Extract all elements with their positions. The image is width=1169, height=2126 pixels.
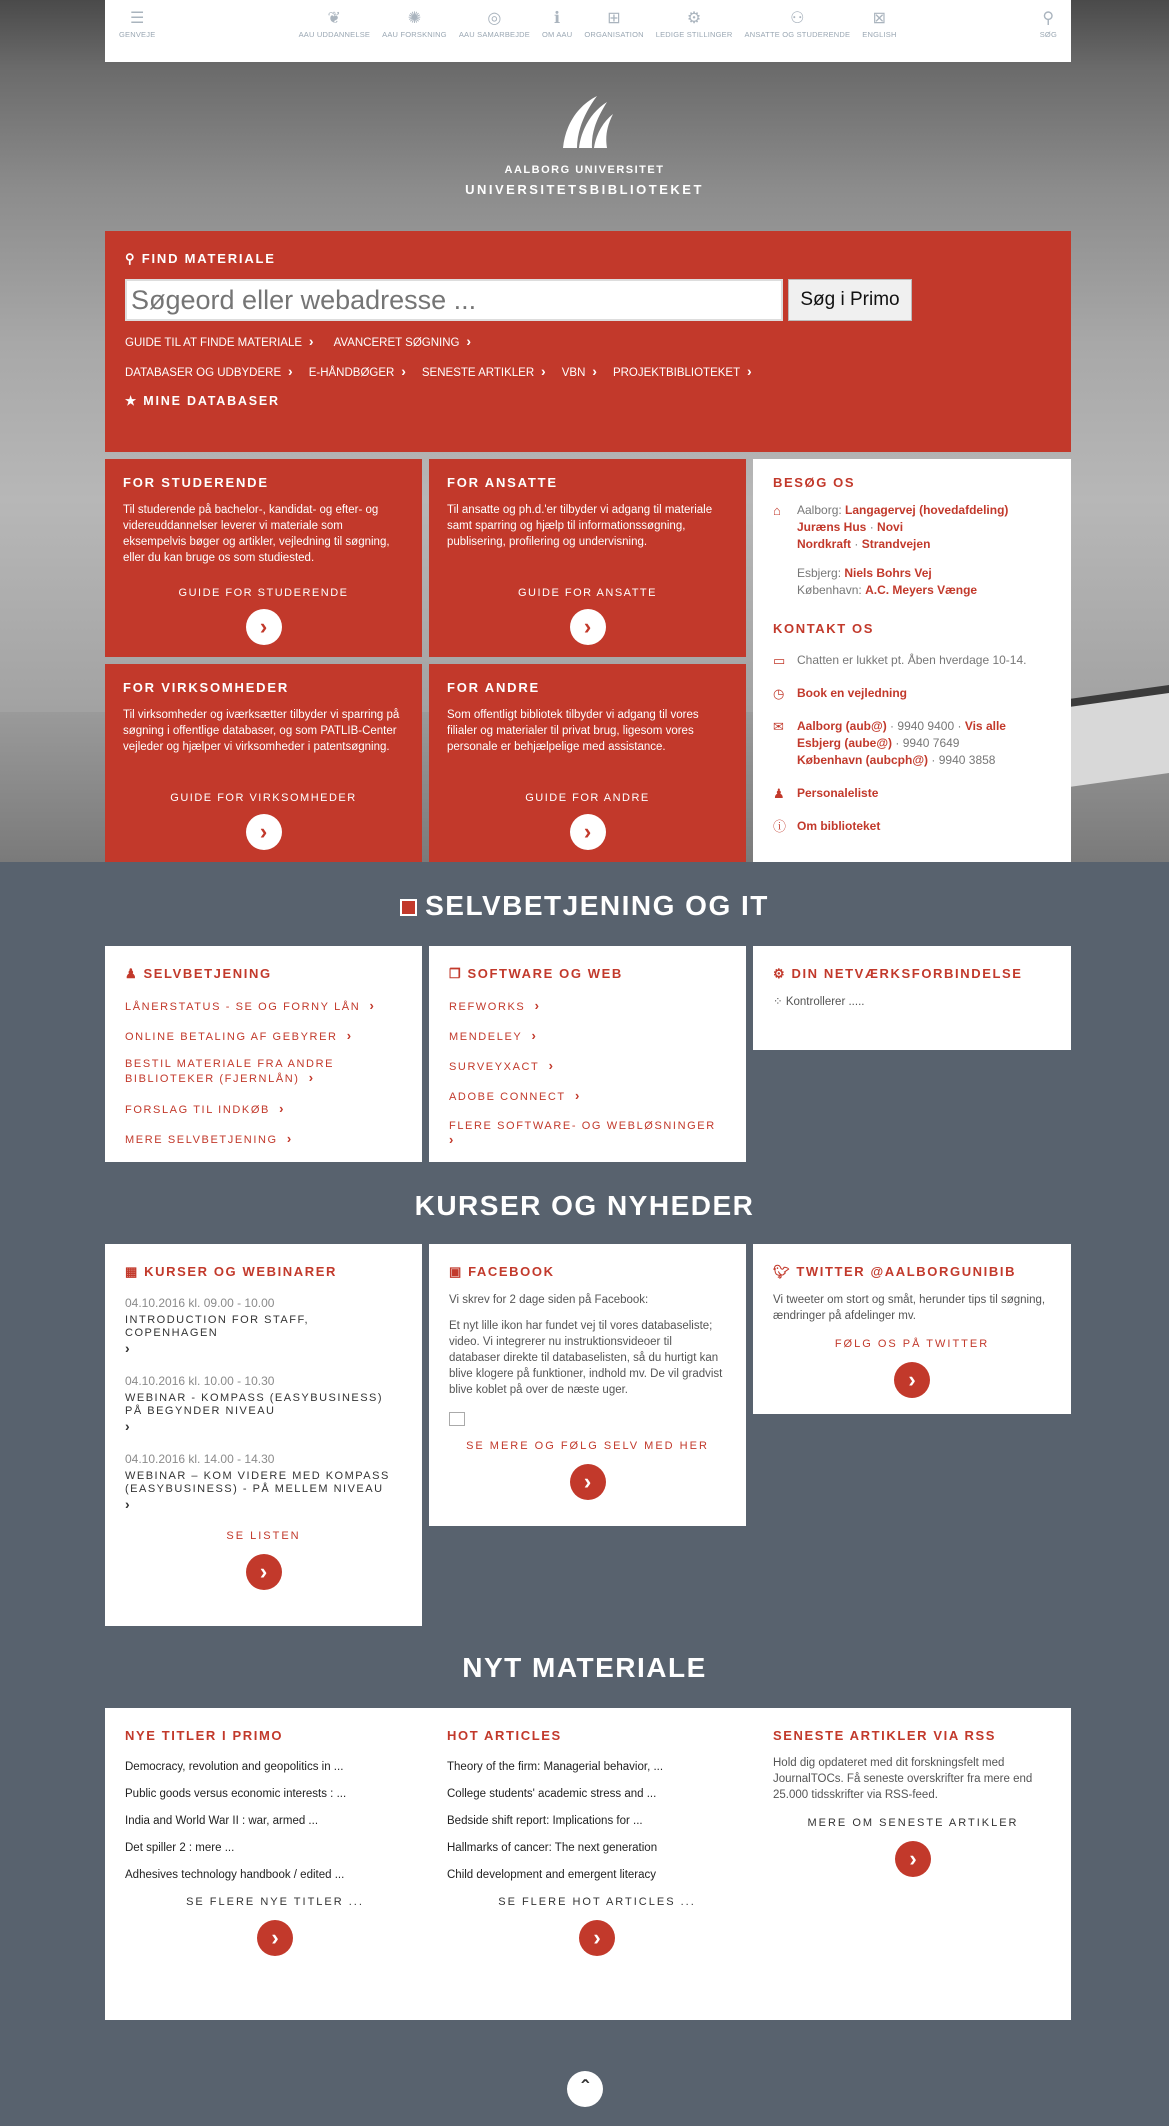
tile-companies-arrow-button[interactable]: ›: [246, 814, 282, 850]
nav-research[interactable]: ✺ AAU FORSKNING: [382, 6, 447, 39]
tile-others-text: Som offentligt bibliotek tilbyder vi adgang til vores filialer og materialer til privat brug, ligesom vores personale er behjælpelige med assistance.: [447, 709, 699, 753]
nav-organisation[interactable]: ⊞ ORGANISATION: [584, 6, 643, 39]
rss-heading: SENESTE ARTIKLER VIA RSS: [773, 1728, 997, 1743]
search-primo-button[interactable]: Søg i Primo: [788, 279, 912, 321]
tile-others-title: FOR ANDRE: [447, 680, 540, 695]
hot-article-item[interactable]: Hallmarks of cancer: The next generation: [447, 1842, 658, 1854]
education-icon: ❦: [327, 10, 342, 27]
cooperation-icon: ◎: [487, 10, 502, 27]
primo-more-link[interactable]: SE FLERE NYE TITLER ...: [186, 1896, 364, 1908]
link-ebooks[interactable]: E-HÅNDBØGER ›: [309, 363, 406, 379]
twitter-heading: 🐦︎ TWITTER @AALBORGUNIBIB: [773, 1264, 1017, 1279]
facebook-arrow-button[interactable]: ›: [570, 1464, 606, 1500]
gear-icon: ⚙: [773, 966, 792, 981]
self-service-icon: [400, 899, 417, 916]
facebook-more-link[interactable]: SE MERE OG FØLG SELV MED HER: [466, 1440, 709, 1452]
primo-title-item[interactable]: Adhesives technology handbook / edited ...: [125, 1869, 345, 1881]
tile-staff-text: Til ansatte og ph.d.'er tilbyder vi adgang til materiale samt sparring og hjælp til informationssøgning, publisering, profilering og undervisning.: [447, 504, 713, 548]
follow-twitter-link[interactable]: FØLG OS PÅ TWITTER: [834, 1338, 990, 1350]
nav-center-items: [299, 6, 897, 39]
tile-students: [105, 459, 422, 657]
facebook-heading: ▣ FACEBOOK: [449, 1264, 555, 1279]
find-links-row-2: [125, 363, 1051, 379]
link-interlibrary-loan[interactable]: BESTIL MATERIALE FRA ANDRE BIBLIOTEKER (FJERNLÅN) ›: [125, 1058, 402, 1086]
hot-article-item[interactable]: Child development and emergent literacy: [447, 1869, 657, 1881]
hot-article-item[interactable]: College students' academic stress and ...: [447, 1788, 657, 1800]
info-icon: ℹ: [554, 10, 561, 27]
chevron-right-icon: ›: [125, 1418, 130, 1434]
magnifier-icon: ⚲: [125, 251, 142, 266]
course-item[interactable]: 04.10.2016 kl. 14.00 - 14.30 WEBINAR – KOM VIDERE MED KOMPASS (EASYBUSINESS) - PÅ MELLEM NIVEAU ›: [125, 1452, 402, 1512]
nav-search[interactable]: ⚲ SØG: [1040, 6, 1057, 39]
new-material-card: [105, 1708, 1071, 2020]
link-refworks[interactable]: REFWORKS ›: [449, 998, 726, 1013]
nav-shortcuts[interactable]: ☰ GENVEJE: [119, 6, 155, 39]
tile-companies-text: Til virksomheder og iværksætter tilbyder vi sparring på søgning i offentlige databaser, og som PATLIB-Center vejleder og hjælper vi virksomheder i patentsøgning.: [123, 709, 400, 753]
nav-jobs[interactable]: ⚙ LEDIGE STILLINGER: [656, 6, 733, 39]
primo-title-item[interactable]: Det spiller 2 : mere ...: [125, 1842, 235, 1854]
link-staff-list[interactable]: Personaleliste: [797, 786, 879, 800]
person-icon: ♟: [773, 786, 785, 801]
aau-logo-mark: [555, 92, 615, 152]
new-material-section-title: NYT MATERIALE: [462, 1652, 707, 1683]
courses-arrow-button[interactable]: ›: [246, 1554, 282, 1590]
network-status: Kontrollerer .....: [785, 996, 865, 1008]
chevron-right-icon: ›: [125, 1496, 130, 1512]
user-icon: ♟: [125, 966, 144, 981]
twitter-icon: 🐦︎: [773, 1264, 797, 1279]
visit-contact-panel: BESØG OS ⌂ Aalborg: Langagervej (hovedafdeling) Juræns Hus · Novi Nordkraft · Strandvejen Esbjerg: Niels Bohrs Vej København: A.C. Meyers Vænge KONTAKT OS ▭ Chatten er lukket pt. Åben hverdage 10-14. ◷ Book en vejledning ✉ Aalborg (aub@) · 9940 9400 · Vis alle Esbjerg (aube@) · 9940 7649 København (aubcph@) · 9940 3858 ♟ Personaleliste ⓘ Om biblioteket: [753, 459, 1071, 862]
people-icon: ⚇: [790, 10, 805, 27]
link-mail-esbjerg[interactable]: Esbjerg (aube@): [797, 736, 893, 750]
tile-companies-title: FOR VIRKSOMHEDER: [123, 680, 290, 695]
link-vbn[interactable]: VBN ›: [562, 363, 597, 379]
tile-others-arrow-button[interactable]: ›: [570, 814, 606, 850]
menu-icon: ☰: [129, 10, 145, 27]
nav-education[interactable]: ❦ AAU UDDANNELSE: [299, 6, 371, 39]
hot-article-item[interactable]: Theory of the firm: Managerial behavior, ...: [447, 1761, 664, 1773]
course-item[interactable]: 04.10.2016 kl. 09.00 - 10.00 INTRODUCTION FOR STAFF, COPENHAGEN ›: [125, 1296, 402, 1356]
uk-flag-icon: ⊠: [872, 10, 887, 27]
link-guide-find[interactable]: GUIDE TIL AT FINDE MATERIALE ›: [125, 333, 314, 349]
network-heading: ⚙ DIN NETVÆRKSFORBINDELSE: [773, 966, 1023, 981]
link-mail-copenhagen[interactable]: København (aubcph@): [797, 753, 929, 767]
link-langagervej[interactable]: Langagervej (hovedafdeling): [845, 503, 1009, 517]
broken-image-icon: [449, 1412, 465, 1426]
link-latest-articles[interactable]: SENESTE ARTIKLER ›: [422, 363, 546, 379]
link-online-payment[interactable]: ONLINE BETALING AF GEBYRER ›: [125, 1028, 402, 1043]
link-advanced-search[interactable]: AVANCERET SØGNING ›: [334, 333, 471, 349]
university-name: AALBORG UNIVERSITET: [504, 164, 665, 176]
courses-news-section-title: KURSER OG NYHEDER: [414, 1190, 755, 1221]
facebook-icon: ▣: [449, 1264, 469, 1279]
my-databases-link[interactable]: ★ MINE DATABASER: [125, 394, 280, 408]
primo-arrow-button[interactable]: ›: [257, 1920, 293, 1956]
link-surveyxact[interactable]: SURVEYXACT ›: [449, 1058, 726, 1073]
link-mail-aalborg[interactable]: Aalborg (aub@): [797, 719, 887, 733]
find-material-heading: ⚲ FIND MATERIALE: [125, 251, 276, 266]
link-show-all[interactable]: Vis alle: [964, 719, 1006, 733]
tile-staff-guide[interactable]: GUIDE FOR ANSATTE: [518, 587, 657, 599]
link-strandvejen[interactable]: Strandvejen: [861, 537, 931, 551]
course-item[interactable]: 04.10.2016 kl. 10.00 - 10.30 WEBINAR - KOMPASS (EASYBUSINESS) PÅ BEGYNDER NIVEAU ›: [125, 1374, 402, 1434]
tile-companies: [105, 664, 422, 862]
link-niels-bohrs-vej[interactable]: Niels Bohrs Vej: [844, 566, 932, 580]
rss-column: [773, 1728, 1053, 1877]
self-service-section-title: SELVBETJENING OG IT: [0, 890, 1169, 922]
rss-more-link[interactable]: MERE OM SENESTE ARTIKLER: [807, 1817, 1019, 1829]
tile-others-guide[interactable]: GUIDE FOR ANDRE: [525, 792, 650, 804]
primo-title-item[interactable]: Democracy, revolution and geopolitics in ...: [125, 1761, 344, 1773]
facebook-post-text: Et nyt lille ikon har fundet vej til vores databaseliste; video. Vi integrerer nu instruktionsvideoer til databaser direkte til databaselisten, så du hurtigt kan blive klogere på funktioner, indhold mv. De vil gradvist blive koblet på over de næste uger.: [449, 1320, 723, 1396]
twitter-arrow-button[interactable]: ›: [894, 1362, 930, 1398]
hot-arrow-button[interactable]: ›: [579, 1920, 615, 1956]
link-nordkraft[interactable]: Nordkraft: [797, 537, 852, 551]
courses-card: [105, 1244, 422, 1626]
tile-companies-guide[interactable]: GUIDE FOR VIRKSOMHEDER: [170, 792, 357, 804]
link-more-self-service[interactable]: MERE SELVBETJENING ›: [125, 1131, 402, 1146]
spinner-icon: ⁘: [773, 996, 786, 1008]
link-mendeley[interactable]: MENDELEY ›: [449, 1028, 726, 1043]
tile-students-title: FOR STUDERENDE: [123, 475, 269, 490]
hot-article-item[interactable]: Bedside shift report: Implications for ...: [447, 1815, 643, 1827]
organisation-icon: ⊞: [607, 10, 621, 27]
twitter-card: [753, 1244, 1071, 1414]
link-purchase-suggestion[interactable]: FORSLAG TIL INDKØB ›: [125, 1101, 402, 1116]
see-list-link[interactable]: SE LISTEN: [226, 1530, 301, 1542]
tile-staff: [429, 459, 746, 657]
visit-heading: BESØG OS: [773, 475, 856, 490]
hot-articles-heading: HOT ARTICLES: [447, 1728, 562, 1743]
window-icon: ❐: [449, 966, 468, 981]
info-circle-icon: ⓘ: [773, 819, 787, 834]
facebook-meta: Vi skrev for 2 dage siden på Facebook:: [449, 1294, 649, 1306]
home-icon: ⌂: [773, 503, 781, 518]
tile-others: [429, 664, 746, 862]
nav-cooperation[interactable]: ◎ AAU SAMARBEJDE: [459, 6, 530, 39]
self-service-heading: ♟ SELVBETJENING: [125, 966, 272, 981]
link-adobe-connect[interactable]: ADOBE CONNECT ›: [449, 1088, 726, 1103]
contact-heading: KONTAKT OS: [773, 621, 874, 636]
find-links-row-1: [125, 333, 1051, 349]
aau-wave-icon: [555, 92, 615, 152]
facebook-card: [429, 1244, 746, 1526]
nav-people[interactable]: ⚇ ANSATTE OG STUDERENDE: [745, 6, 851, 39]
back-to-top-button[interactable]: ˆ: [567, 2071, 603, 2107]
research-icon: ✺: [407, 10, 422, 27]
primo-title-item[interactable]: India and World War II : war, armed ...: [125, 1815, 319, 1827]
link-ac-meyers-vaenge[interactable]: A.C. Meyers Vænge: [865, 583, 978, 597]
chat-status: Chatten er lukket pt. Åben hverdage 10-14.: [797, 653, 1027, 667]
tile-students-arrow-button[interactable]: ›: [246, 609, 282, 645]
aau-logo[interactable]: [0, 92, 1169, 197]
nav-about[interactable]: ℹ OM AAU: [542, 6, 572, 39]
courses-heading: ▦ KURSER OG WEBINARER: [125, 1264, 338, 1279]
top-navigation: [105, 0, 1071, 62]
link-more-software[interactable]: FLERE SOFTWARE- OG WEBLØSNINGER ›: [449, 1118, 726, 1148]
link-project-library[interactable]: PROJEKTBIBLIOTEKET ›: [613, 363, 752, 379]
primo-column: [125, 1728, 425, 1956]
link-databases[interactable]: DATABASER OG UDBYDERE ›: [125, 363, 293, 379]
primo-title-item[interactable]: Public goods versus economic interests : ...: [125, 1788, 347, 1800]
mail-icon: ✉: [773, 719, 784, 734]
twitter-text: Vi tweeter om stort og småt, herunder tips til søgning, ændringer på afdelinger mv.: [773, 1294, 1046, 1322]
tile-students-guide[interactable]: GUIDE FOR STUDERENDE: [178, 587, 349, 599]
search-input[interactable]: [125, 279, 783, 321]
primo-heading: NYE TITLER I PRIMO: [125, 1728, 284, 1743]
tile-students-text: Til studerende på bachelor-, kandidat- og efter- og videreuddannelser leverer vi materiale som eksempelvis bøger og artikler, vejledning til søgning, eller du kan bruge os som studiested.: [123, 504, 390, 564]
link-about-library[interactable]: Om biblioteket: [797, 819, 881, 833]
rss-arrow-button[interactable]: ›: [895, 1841, 931, 1877]
library-name: UNIVERSITETSBIBLIOTEKET: [465, 182, 704, 197]
clock-icon: ◷: [773, 686, 785, 701]
nav-english[interactable]: ⊠ ENGLISH: [862, 6, 896, 39]
software-heading: ❐ SOFTWARE OG WEB: [449, 966, 623, 981]
link-juraens-hus[interactable]: Juræns Hus: [797, 520, 867, 534]
link-book-guidance[interactable]: Book en vejledning: [797, 686, 908, 700]
hero-building: [1069, 693, 1169, 787]
chat-icon: ▭: [773, 653, 786, 668]
find-material-panel: [105, 231, 1071, 452]
star-icon: ★: [125, 394, 144, 408]
link-loan-status[interactable]: LÅNERSTATUS - SE OG FORNY LÅN ›: [125, 998, 402, 1013]
hot-more-link[interactable]: SE FLERE HOT ARTICLES ...: [498, 1896, 696, 1908]
hot-articles-column: [447, 1728, 747, 1956]
rss-text: Hold dig opdateret med dit forskningsfelt med JournalTOCs. Få seneste overskrifter fra mere end 25.000 tidsskrifter via RSS-feed.: [773, 1757, 1033, 1801]
jobs-icon: ⚙: [686, 10, 702, 27]
software-card: [429, 946, 746, 1162]
tile-staff-title: FOR ANSATTE: [447, 475, 558, 490]
chevron-right-icon: ›: [125, 1340, 130, 1356]
calendar-icon: ▦: [125, 1264, 145, 1279]
link-novi[interactable]: Novi: [877, 520, 904, 534]
self-service-card: [105, 946, 422, 1162]
network-card: [753, 946, 1071, 1050]
tile-staff-arrow-button[interactable]: ›: [570, 609, 606, 645]
search-icon: ⚲: [1042, 10, 1055, 27]
